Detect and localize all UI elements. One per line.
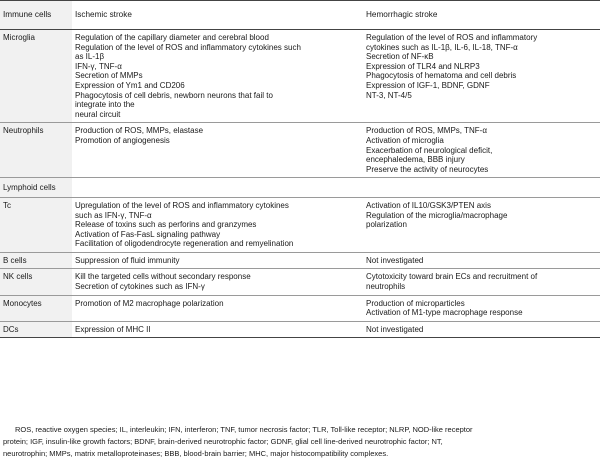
hemorrhagic-stroke-cell: [363, 197, 600, 252]
ischemic-line: integrate into the: [75, 100, 135, 110]
section-empty-cell: [72, 178, 363, 198]
table-section-row: [0, 178, 600, 198]
table-row: [0, 123, 600, 178]
hemorrhagic-line: NT-3, NT-4/5: [366, 90, 412, 100]
immune-cell-name: DCs: [0, 321, 72, 338]
hemorrhagic-stroke-cell: [363, 123, 600, 178]
hemorrhagic-line: Expression of IGF-1, BDNF, GDNF: [366, 80, 490, 90]
ischemic-line: as IL-1β: [75, 52, 105, 62]
table-body: [0, 30, 600, 338]
table-row: [0, 269, 600, 295]
table-row: [0, 197, 600, 252]
ischemic-line: Release of toxins such as perforins and granzymes: [75, 220, 257, 230]
immune-cell-name: Tc: [0, 197, 72, 252]
immune-cell-name: Neutrophils: [0, 123, 72, 178]
immune-cell-name: B cells: [0, 252, 72, 269]
ischemic-line: Secretion of cytokines such as IFN-γ: [75, 282, 205, 292]
ischemic-line: Secretion of MMPs: [75, 71, 143, 81]
ischemic-line: Suppression of fluid immunity: [75, 255, 180, 265]
immune-cell-name: Monocytes: [0, 295, 72, 321]
hemorrhagic-line: cytokines such as IL-1β, IL-6, IL-18, TNF-α: [366, 42, 518, 52]
table-row: [0, 252, 600, 269]
hemorrhagic-line: Activation of microglia: [366, 135, 444, 145]
immune-cell-name: NK cells: [0, 269, 72, 295]
hemorrhagic-line: Regulation of the level of ROS and inflammatory: [366, 33, 538, 42]
table-row: [0, 295, 600, 321]
ischemic-stroke-cell: [72, 197, 363, 252]
ischemic-line: Facilitation of oligodendrocyte regeneration and remyelination: [75, 239, 294, 249]
ischemic-stroke-cell: [72, 252, 363, 269]
hemorrhagic-line: Preserve the activity of neurocytes: [366, 164, 489, 174]
hemorrhagic-line: Cytotoxicity toward brain ECs and recruitment of: [366, 272, 538, 282]
ischemic-line: Promotion of angiogenesis: [75, 135, 170, 145]
ischemic-stroke-cell: [72, 30, 363, 123]
hemorrhagic-line: neutrophils: [366, 282, 406, 292]
hemorrhagic-line: Regulation of the microglia/macrophage: [366, 210, 508, 220]
footnote-line: protein; IGF, insulin-like growth factors; BDNF, brain-derived neurotrophic factor; GDNF, glial cell line-derived neurotrophic factor; NT,: [3, 437, 443, 446]
hemorrhagic-line: Exacerbation of neurological deficit,: [366, 145, 493, 155]
section-label: Lymphoid cells: [0, 178, 72, 198]
hemorrhagic-stroke-cell: [363, 30, 600, 123]
hemorrhagic-line: Secretion of NF-κB: [366, 52, 434, 62]
hemorrhagic-line: Not investigated: [366, 324, 424, 334]
ischemic-line: Expression of MHC II: [75, 324, 151, 334]
hemorrhagic-line: Activation of IL10/GSK3/PTEN axis: [366, 200, 491, 210]
hemorrhagic-stroke-cell: [363, 321, 600, 338]
ischemic-line: Upregulation of the level of ROS and inflammatory cytokines: [75, 200, 289, 210]
hemorrhagic-line: Production of microparticles: [366, 298, 465, 308]
hemorrhagic-line: Expression of TLR4 and NLRP3: [366, 61, 480, 71]
hemorrhagic-line: polarization: [366, 220, 407, 230]
hemorrhagic-line: Activation of M1-type macrophage response: [366, 308, 523, 318]
ischemic-line: Phagocytosis of cell debris, newborn neurons that fail to: [75, 90, 273, 100]
header-immune-cells: Immune cells: [0, 1, 72, 30]
hemorrhagic-stroke-cell: [363, 252, 600, 269]
immune-cell-name: Microglia: [0, 30, 72, 123]
hemorrhagic-line: Phagocytosis of hematoma and cell debris: [366, 71, 517, 81]
ischemic-stroke-cell: [72, 321, 363, 338]
hemorrhagic-line: Production of ROS, MMPs, TNF-α: [366, 126, 487, 136]
table-row: [0, 321, 600, 338]
table-footnote: [3, 424, 597, 460]
hemorrhagic-stroke-cell: [363, 269, 600, 295]
footnote-line: ROS, reactive oxygen species; IL, interleukin; IFN, interferon; TNF, tumor necrosis factor; TLR, Toll-like receptor; NLRP, NOD-like receptor: [15, 425, 473, 434]
ischemic-line: such as IFN-γ, TNF-α: [75, 210, 152, 220]
header-ischemic-stroke: Ischemic stroke: [72, 1, 363, 30]
ischemic-line: Regulation of the capillary diameter and cerebral blood: [75, 33, 269, 42]
ischemic-line: Production of ROS, MMPs, elastase: [75, 126, 204, 136]
ischemic-line: Promotion of M2 macrophage polarization: [75, 298, 224, 308]
table-row: [0, 30, 600, 123]
header-hemorrhagic-stroke: Hemorrhagic stroke: [363, 1, 600, 30]
ischemic-line: IFN-γ, TNF-α: [75, 61, 122, 71]
footnote-line: neurotrophin; MMPs, matrix metalloproteinases; BBB, blood-brain barrier; MHC, major histocompatibility complexes.: [3, 449, 389, 458]
hemorrhagic-stroke-cell: [363, 295, 600, 321]
hemorrhagic-line: Not investigated: [366, 255, 424, 265]
ischemic-line: Kill the targeted cells without secondary response: [75, 272, 251, 282]
ischemic-stroke-cell: [72, 123, 363, 178]
ischemic-line: neural circuit: [75, 109, 121, 119]
ischemic-line: Activation of Fas-FasL signaling pathway: [75, 229, 221, 239]
hemorrhagic-line: encephaledema, BBB injury: [366, 155, 465, 165]
table-header-row: [0, 1, 600, 30]
ischemic-line: Expression of Ym1 and CD206: [75, 80, 185, 90]
ischemic-stroke-cell: [72, 269, 363, 295]
ischemic-line: Regulation of the level of ROS and inflammatory cytokines such: [75, 42, 301, 52]
ischemic-stroke-cell: [72, 295, 363, 321]
section-empty-cell: [363, 178, 600, 198]
